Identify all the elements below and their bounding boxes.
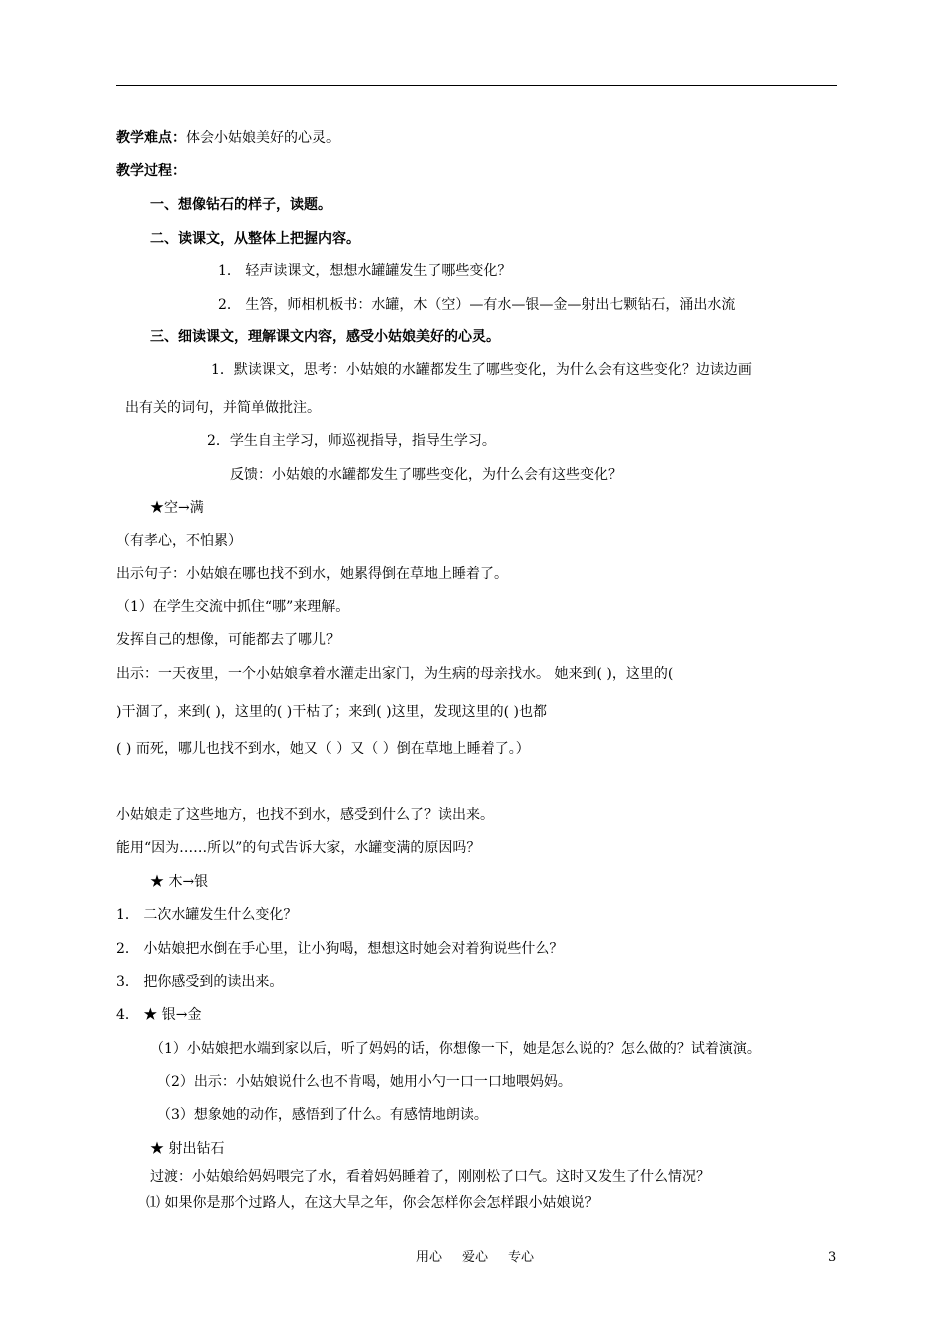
text-line: 1． 轻声读课文，想想水罐罐发生了哪些变化？ [218,263,512,279]
difficulty-text: 体会小姑娘美好的心灵。 [186,130,340,146]
text-line: 小姑娘走了这些地方，也找不到水，感受到什么了？读出来。 [116,807,494,823]
text-line: （1）小姑娘把水端到家以后，听了妈妈的话，你想像一下，她是怎么说的？怎么做的？试着演演。 [150,1041,761,1057]
process-title: 教学过程： [116,163,186,179]
text-line: 出有关的词句，并简单做批注。 [125,400,321,416]
text-line: ★ 射出钻石 [150,1141,225,1157]
text-line: 出示句子：小姑娘在哪也找不到水，她累得倒在草地上睡着了。 [116,566,508,582]
text-line: （1）在学生交流中抓住“哪”来理解。 [116,599,350,615]
footer-word: 专心 [508,1250,535,1265]
text-line: 能用“因为……所以”的句式告诉大家，水罐变满的原因吗？ [116,840,481,856]
text-line: 2． 小姑娘把水倒在手心里，让小狗喝，想想这时她会对着狗说些什么？ [116,941,564,957]
text-line: ★空→满 [150,500,204,516]
text-line: )干涸了，来到( )，这里的( )干枯了；来到( )这里，发现这里的( )也都 [116,704,547,720]
text-line: 2． 生答，师相机板书：水罐，木（空）—有水—银—金—射出七颗钻石，涌出水流 [218,297,736,313]
step-2: 二、读课文，从整体上把握内容。 [150,231,360,247]
text-line: 出示：一天夜里，一个小姑娘拿着水灌走出家门，为生病的母亲找水。 她来到( )，这里的( [116,666,674,682]
footer-word: 用心 [415,1250,442,1265]
text-line: 发挥自己的想像，可能都去了哪儿？ [116,632,340,648]
page-number: 3 [828,1250,837,1265]
text-line: 1． 二次水罐发生什么变化？ [116,907,298,923]
difficulty-line [116,128,340,148]
text-line: ★ 木→银 [150,874,209,890]
text-line: ⑴ 如果你是那个过路人，在这大旱之年，你会怎样你会怎样跟小姑娘说？ [146,1195,599,1211]
text-line: ( ) 而死，哪儿也找不到水，她又（ ）又（ ）倒在草地上睡着了。） [116,741,530,757]
text-line: 反馈：小姑娘的水罐都发生了哪些变化，为什么会有这些变化？ [230,467,622,483]
text-line: 4． ★ 银→金 [116,1007,202,1023]
page-footer [0,1249,950,1267]
footer-word: 爱心 [461,1250,488,1265]
text-line: 2．学生自主学习，师巡视指导，指导生学习。 [207,433,496,449]
step-3: 三、细读课文，理解课文内容，感受小姑娘美好的心灵。 [150,329,500,345]
text-line: 1．默读课文，思考：小姑娘的水罐都发生了哪些变化，为什么会有这些变化？边读边画 [211,362,752,378]
difficulty-label: 教学难点： [116,130,186,146]
text-line: （2）出示：小姑娘说什么也不肯喝，她用小勺一口一口地喂妈妈。 [157,1074,572,1090]
step-1: 一、想像钻石的样子，读题。 [150,197,332,213]
text-line: 过渡：小姑娘给妈妈喂完了水，看着妈妈睡着了，刚刚松了口气。这时又发生了什么情况？ [150,1169,710,1185]
text-line: （3）想象她的动作，感悟到了什么。有感情地朗读。 [157,1107,488,1123]
text-line: （有孝心，不怕累） [116,533,242,549]
text-line: 3． 把你感受到的读出来。 [116,974,284,990]
header-rule [116,85,837,86]
